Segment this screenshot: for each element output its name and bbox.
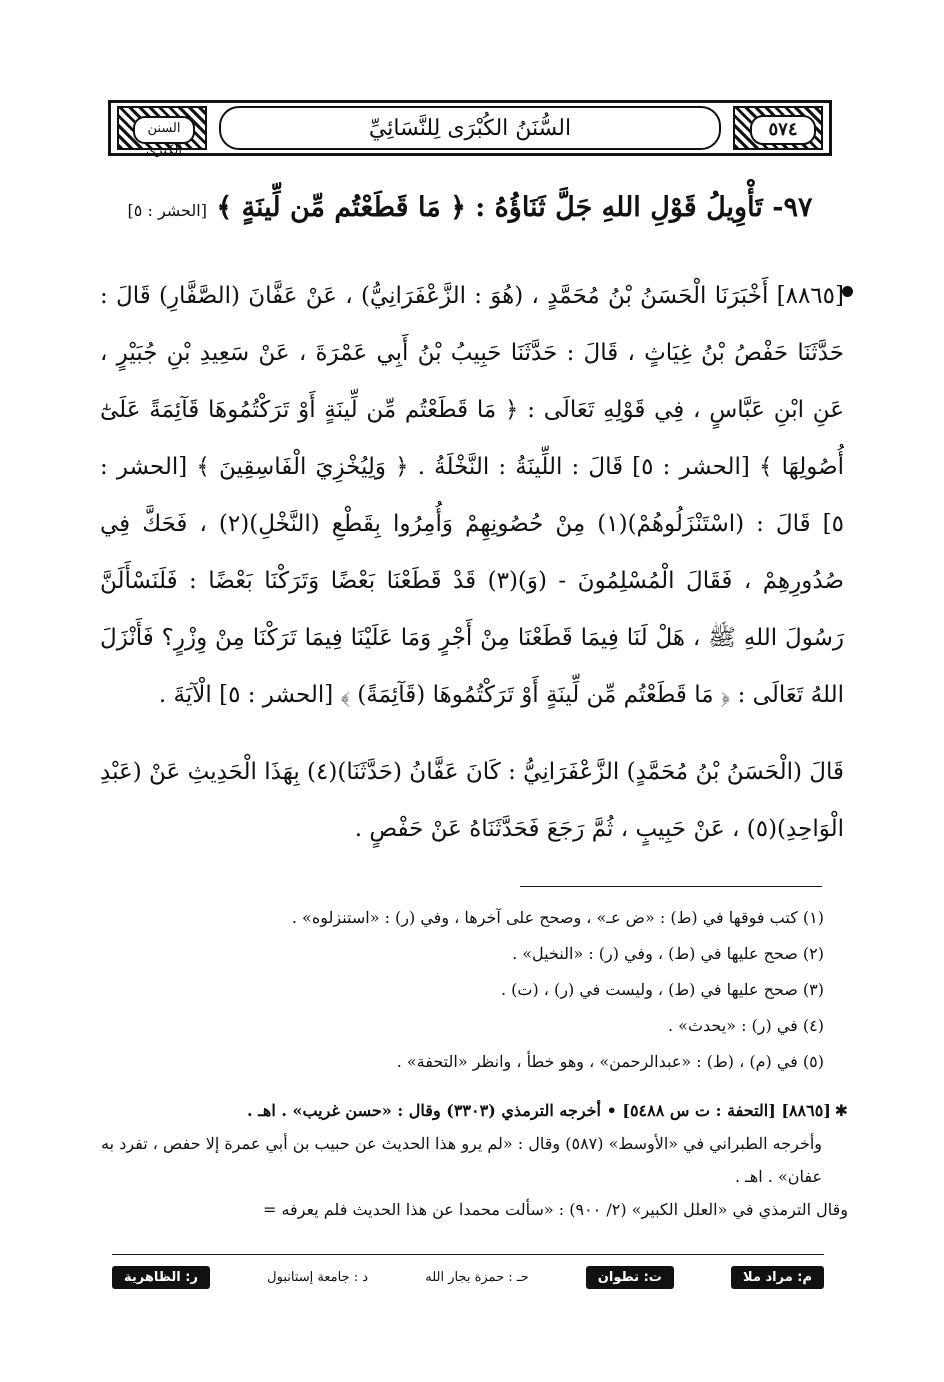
siglum-h: حـ : حمزة بجار الله: [425, 1269, 529, 1285]
left-ornament: [117, 106, 207, 158]
footer-separator: [112, 1254, 824, 1255]
siglum-t: ت: تطوان: [586, 1266, 674, 1289]
footnote-3: (٣) صحح عليها في (ط) ، وليست في (ر) ، (ت) .: [500, 980, 824, 999]
hadith-paragraph-2: قَالَ (الْحَسَنُ بْنُ مُحَمَّدٍ) الزَّعْفَرَانِيُّ : كَانَ عَفَّانُ (حَدَّثَنَا)(٤) بِهَذَا الْحَدِيثِ عَنْ (عَبْدِ الْوَاحِدِ)(٥) ، عَنْ حَبِيبٍ ، ثُمَّ رَجَعَ فَحَدَّثَنَاهُ عَنْ حَفْصٍ .: [100, 759, 844, 842]
footnote-2: (٢) صحح عليها في (ط) ، وفي (ر) : «النخيل» .: [512, 944, 824, 963]
ornament-label: السنن الكبرى: [133, 116, 195, 144]
chapter-title-text: ٩٧- تَأْوِيلُ قَوْلِ اللهِ جَلَّ ثَنَاؤُهُ : ﴿ مَا قَطَعْتُم مِّن لِّينَةٍ ﴾: [216, 192, 813, 223]
footnote-5: (٥) في (م) ، (ط) : «عبدالرحمن» ، وهو خطأ ، وانظر «التحفة» .: [396, 1052, 824, 1071]
siglum-m: م: مراد ملا: [731, 1266, 824, 1289]
page-header: [108, 100, 832, 156]
page-number: ٥٧٤: [750, 115, 816, 145]
footnote-1: (١) كتب فوقها في (ط) : «ض عـ» ، وصحح على آخرها ، وفي (ر) : «استنزلوه» .: [291, 908, 824, 927]
siglum-d: د : جامعة إستانبول: [267, 1269, 369, 1285]
right-ornament: [733, 106, 823, 150]
footnote-4: (٤) في (ر) : «يحدث» .: [667, 1016, 824, 1035]
asterisk-icon: ✱: [834, 1101, 848, 1120]
book-title: السُّنَنُ الكُبْرَى لِلنَّسَائِيِّ: [219, 106, 721, 150]
manuscript-sigla: [112, 1262, 824, 1292]
takhrij-line-2: وأخرجه الطبراني في «الأوسط» (٥٨٧) وقال : «لم يرو هذا الحديث عن حبيب بن أبي عمرة إلا حفص ، تفرد به عفان» . اهـ .: [101, 1134, 822, 1186]
footnotes: [100, 900, 824, 1080]
takhrij-line-3: وقال الترمذي في «العلل الكبير» (٢/ ٩٠٠) : «سألت محمدا عن هذا الحديث فلم يعرفه =: [262, 1200, 848, 1219]
footnote-separator: [520, 886, 822, 887]
hadith-paragraph-1: [٨٨٦٥] أَخْبَرَنَا الْحَسَنُ بْنُ مُحَمَّدٍ ، (هُوَ : الزَّعْفَرَانِيُّ) ، عَنْ عَفَّانَ (الصَّفَّارِ) قَالَ : حَدَّثَنَا حَفْصُ بْنُ غِيَاثٍ ، قَالَ : حَدَّثَنَا حَبِيبُ بْنُ أَبِي عَمْرَةَ ، عَنْ سَعِيدِ بْنِ جُبَيْرٍ ، عَنِ ابْنِ عَبَّاسٍ ، فِي قَوْلِهِ تَعَالَى : ﴿ مَا قَطَعْتُم مِّن لِّينَةٍ أَوْ تَرَكْتُمُوهَا قَآئِمَةً عَلَىٰٓ أُصُولِهَا ﴾ [الحشر : ٥] قَالَ : اللِّينَةُ : النَّخْلَةُ . ﴿ وَلِيُخْزِيَ الْفَاسِقِينَ ﴾ [الحشر : ٥] قَالَ : (اسْتَنْزَلُوهُمْ)(١) مِنْ حُصُونِهِمْ وَأُمِرُوا بِقَطْعِ (النَّخْلِ)(٢) ، فَحَكَّ فِي صُدُورِهِمْ ، فَقَالَ الْمُسْلِمُونَ - (وَ)(٣) قَدْ قَطَعْنَا بَعْضًا وَتَرَكْنَا بَعْضًا : فَلَنَسْأَلَنَّ رَسُولَ اللهِ ﷺ ، هَلْ لَنَا فِيمَا قَطَعْنَا مِنْ أَجْرٍ وَمَا عَلَيْنَا فِيمَا تَرَكْنَا مِنْ وِزْرٍ؟ فَأَنْزَلَ اللهُ تَعَالَى : ﴿ مَا قَطَعْتُم مِّن لِّينَةٍ أَوْ تَرَكْتُمُوهَا (قَآئِمَةً) ﴾ [الحشر : ٥] الْآيَةَ .: [100, 283, 844, 708]
chapter-title-ref: [الحشر : ٥]: [127, 201, 207, 220]
takhrij: [100, 1094, 848, 1226]
takhrij-line-1: ✱ [٨٨٦٥] [التحفة : ت س ٥٤٨٨] • أخرجه الترمذي (٣٣٠٣) وقال : «حسن غريب» . اهـ .: [100, 1094, 848, 1127]
hadith-body: [100, 268, 844, 858]
siglum-r: ر: الظاهرية: [112, 1266, 210, 1289]
chapter-title: [100, 192, 840, 223]
